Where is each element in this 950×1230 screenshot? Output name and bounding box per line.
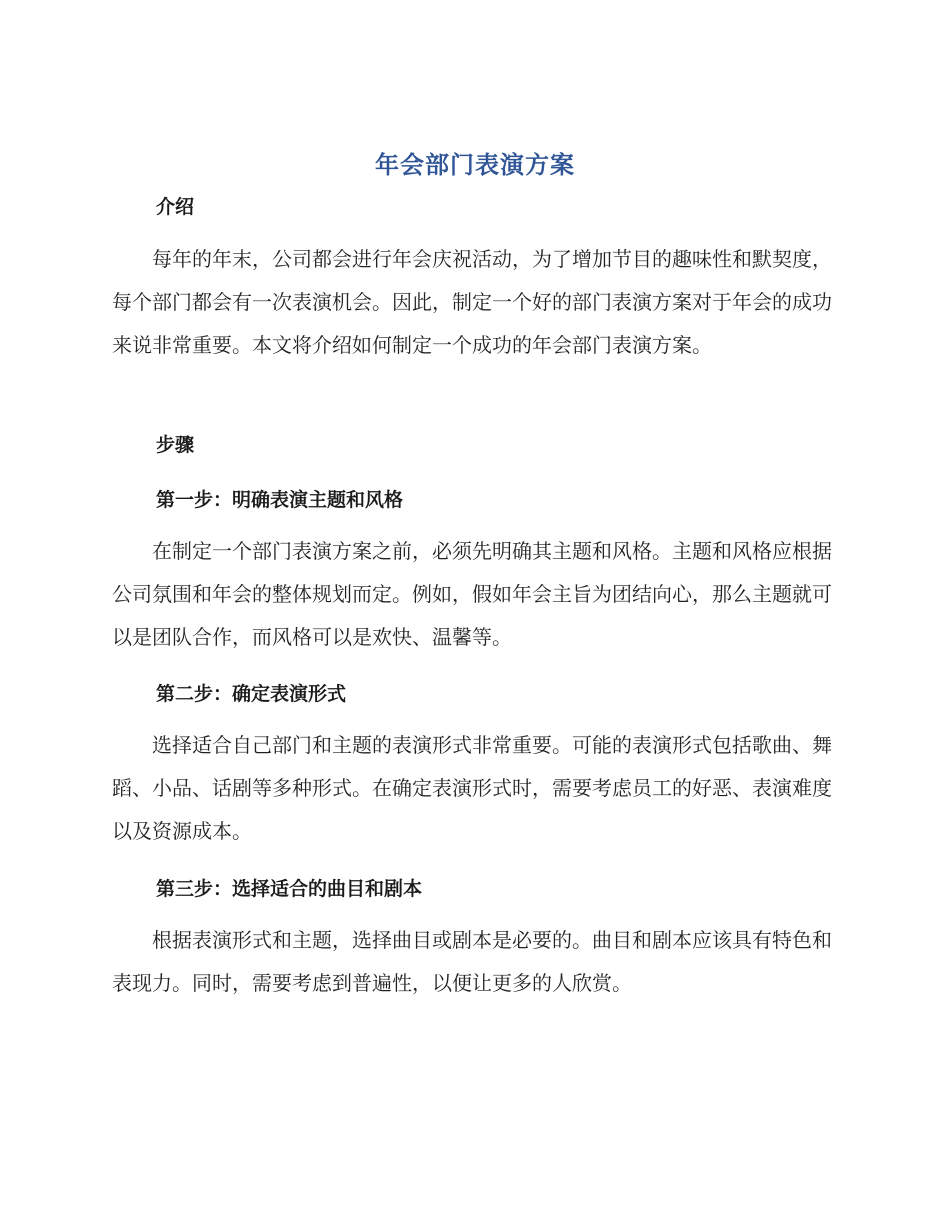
section-paragraph-step1: 在制定一个部门表演方案之前，必须先明确其主题和风格。主题和风格应根据公司氛围和年会的整体规划而定。例如，假如年会主旨为团结向心，那么主题就可以是团队合作，而风格可以是欢快、温馨等。 <box>112 539 832 649</box>
section-paragraph-step2: 选择适合自己部门和主题的表演形式非常重要。可能的表演形式包括歌曲、舞蹈、小品、话剧等多种形式。在确定表演形式时，需要考虑员工的好恶、表演难度以及资源成本。 <box>112 733 832 843</box>
section-paragraph-intro: 每年的年末，公司都会进行年会庆祝活动，为了增加节目的趣味性和默契度，每个部门都会有一次表演机会。因此，制定一个好的部门表演方案对于年会的成功来说非常重要。本文将介绍如何制定一个成功的年会部门表演方案。 <box>112 247 832 357</box>
document-title: 年会部门表演方案 <box>375 151 575 179</box>
section-heading-step3: 第三步：选择适合的曲目和剧本 <box>156 878 423 900</box>
section-heading-intro: 介绍 <box>156 196 195 218</box>
section-paragraph-step3: 根据表演形式和主题，选择曲目或剧本是必要的。曲目和剧本应该具有特色和表现力。同时，需要考虑到普遍性，以便让更多的人欣赏。 <box>112 928 832 995</box>
section-heading-step2: 第二步：确定表演形式 <box>156 683 347 705</box>
section-heading-steps: 步骤 <box>156 434 195 456</box>
section-heading-step1: 第一步：明确表演主题和风格 <box>156 489 404 511</box>
